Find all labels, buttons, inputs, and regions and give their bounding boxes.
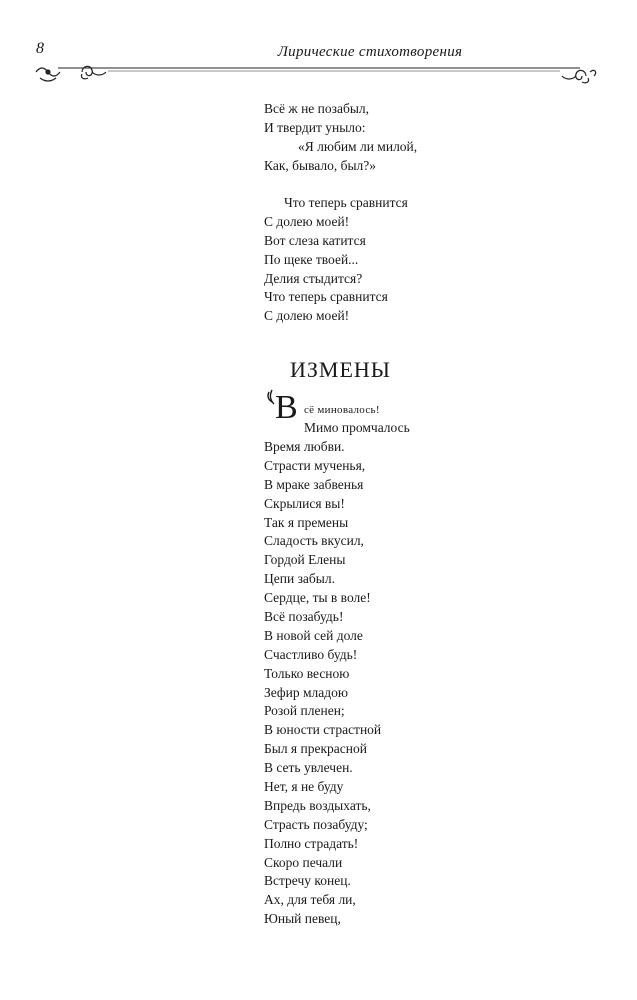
verse-line: Розой пленен; [264, 703, 345, 719]
verse-line: Встречу конец. [264, 873, 351, 889]
dropcap-letter: В [275, 389, 298, 426]
verse-line: Ах, для тебя ли, [264, 892, 356, 908]
verse-line: Так я премены [264, 514, 349, 530]
verse-line: Что теперь сравнится [264, 289, 388, 305]
stanza-one [264, 100, 417, 176]
verse-line: По щеке твоей... [264, 251, 359, 267]
verse-line: В юности страстной [264, 722, 382, 738]
verse-line: Нет, я не буду [264, 779, 344, 795]
stanza-two [264, 194, 408, 326]
verse-line: С долею моей! [264, 213, 350, 229]
verse-line: Скоро печали [264, 854, 343, 870]
poem-title: ИЗМЕНЫ [290, 357, 391, 382]
dropcap [266, 384, 300, 428]
verse-line: Счастливо будь! [264, 646, 358, 662]
verse-line: Зефир младою [264, 684, 348, 700]
verse-line: Сладость вкусил, [264, 533, 364, 549]
page-header [0, 0, 637, 90]
verse-line: И твердит уныло: [264, 119, 366, 135]
verse-line: Делия стыдится? [264, 270, 363, 286]
verse-line: С долею моей! [264, 308, 350, 324]
verse-line: Сердце, ты в воле! [264, 590, 371, 606]
verse-line: Время любви. [264, 439, 345, 454]
page-number: 8 [36, 40, 44, 57]
verse-line: Что теперь сравнится [284, 195, 408, 210]
verse-line: Страсти мученья, [264, 457, 366, 473]
verse-line: Был я прекрасной [264, 741, 367, 757]
verse-line: Полно страдать! [264, 835, 359, 851]
verse-line: В сеть увлечен. [264, 760, 353, 776]
verse-line: В новой сей доле [264, 627, 363, 643]
verse-line: Впредь воздыхать, [264, 797, 371, 813]
poem-first-line [304, 400, 380, 420]
verse-line: «Я любим ли милой, [298, 138, 418, 154]
running-title: Лирические стихотворения [277, 44, 463, 60]
right-scroll-icon [562, 70, 596, 82]
verse-line: Только весною [264, 665, 350, 681]
verse-line: Всё позабудь! [264, 609, 344, 625]
verse-line: Скрылися вы! [264, 495, 345, 511]
verse-line: Гордой Елены [264, 552, 346, 568]
left-fleuron-icon [36, 68, 60, 81]
verse-line: Всё ж не позабыл, [264, 101, 370, 116]
verse-line: Юный певец, [264, 911, 341, 927]
verse-line: В мраке забвенья [264, 476, 364, 492]
first-line-rest: сё миновалось! [304, 404, 380, 416]
verse-line: Цепи забыл. [264, 571, 335, 587]
poem-second-line: Мимо промчалось [304, 420, 410, 435]
verse-line: Как, бывало, был?» [264, 157, 377, 173]
poem-body [264, 438, 381, 929]
verse-line: Вот слеза катится [264, 232, 366, 248]
ornamental-rule [0, 0, 637, 90]
verse-line: Страсть позабуду; [264, 816, 368, 832]
